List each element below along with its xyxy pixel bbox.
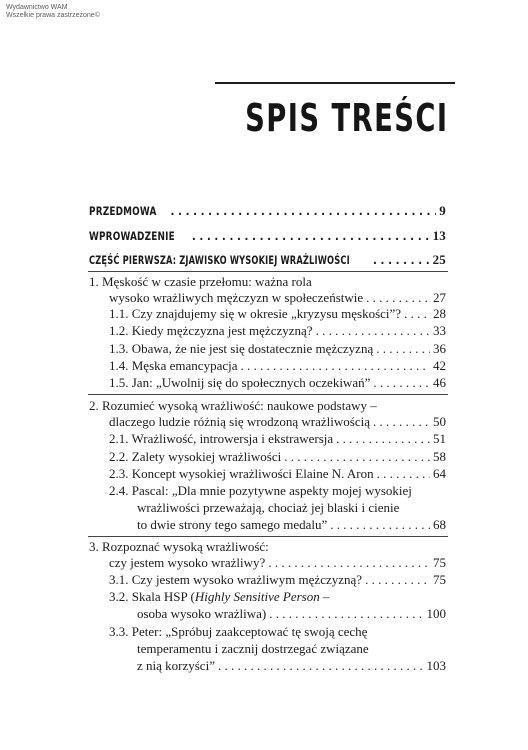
toc-page-number: 50 — [433, 414, 446, 429]
toc-page-number: 64 — [433, 466, 446, 481]
toc-entry-label: PRZEDMOWA — [89, 204, 157, 218]
toc-entry-label: to dwie strony tego samego medalu” — [137, 517, 328, 532]
separator — [88, 271, 448, 272]
toc-page-number: 28 — [433, 306, 446, 321]
dot-leader — [366, 290, 430, 306]
toc-section-3-2-line-1[interactable] — [109, 589, 330, 605]
toc-entry-label: z nią korzyści” — [137, 658, 215, 673]
toc-entry-label: 2.1. Wrażliwość, introwersja i ekstrawersja — [109, 431, 334, 446]
separator — [88, 536, 448, 537]
dot-leader — [241, 358, 430, 374]
toc-section-1-3[interactable] — [109, 341, 446, 357]
toc-section-3-3-line-2[interactable]: temperamentu i zacznij dostrzegać związane — [137, 641, 369, 656]
toc-entry-label: – — [319, 589, 330, 604]
toc-page-number: 68 — [433, 517, 446, 532]
toc-page-number: 51 — [433, 431, 446, 446]
dot-leader — [373, 252, 430, 268]
dot-leader — [330, 517, 430, 533]
toc-chapter-1-title[interactable]: 1. Męskość w czasie przełomu: ważna rola — [89, 274, 312, 289]
toc-page-number: 13 — [432, 228, 446, 243]
toc-chapter-2-title[interactable]: 2. Rozumieć wysoką wrażliwość: naukowe podstawy – — [89, 398, 377, 413]
toc-section-2-4-line-2[interactable]: wrażliwości przeważają, chociaż jej blaski i cienie — [137, 500, 400, 515]
toc-section-2-2[interactable] — [109, 449, 446, 465]
dot-leader — [218, 658, 424, 674]
toc-entry-foreword[interactable] — [89, 203, 446, 219]
toc-page-number: 25 — [432, 252, 446, 267]
toc-page-number: 58 — [433, 449, 446, 464]
toc-entry-label: WPROWADZENIE — [89, 229, 175, 243]
toc-page-number: 42 — [433, 358, 446, 373]
toc-section-1-1[interactable] — [109, 306, 446, 322]
dot-leader — [336, 431, 430, 447]
toc-chapter-3[interactable] — [109, 555, 446, 571]
toc-section-1-2[interactable] — [109, 323, 446, 339]
publisher-notice — [6, 4, 100, 20]
toc-entry-label: 1.3. Obawa, że nie jest się dostatecznie mężczyzną — [109, 341, 374, 356]
toc-entry-label: osoba wysoko wrażliwa) — [137, 606, 267, 621]
copyright-notice: Wszelkie prawa zastrzeżone© — [6, 12, 100, 19]
toc-section-3-1[interactable] — [109, 572, 446, 588]
dot-leader — [373, 375, 430, 391]
toc-page-number: 27 — [433, 290, 446, 305]
toc-section-3-3-line-1[interactable]: 3.3. Peter: „Spróbuj zaakceptować tę swoją cechę — [109, 624, 368, 639]
dot-leader — [373, 414, 430, 430]
toc-entry-part-one[interactable] — [89, 252, 446, 268]
toc-entry-label-italic: Highly Sensitive Person — [194, 589, 320, 604]
toc-section-3-2[interactable] — [137, 606, 446, 622]
toc-page-number: 9 — [439, 203, 446, 218]
toc-page-number: 75 — [433, 572, 446, 587]
toc-entry-label: 2.3. Koncept wysokiej wrażliwości Elaine N. Aron — [109, 466, 374, 481]
toc-section-1-4[interactable] — [109, 358, 446, 374]
dot-leader — [268, 555, 430, 571]
toc-page-number: 36 — [433, 341, 446, 356]
toc-page-number: 75 — [433, 555, 446, 570]
publisher-name: Wydawnictwo WAM — [6, 4, 68, 11]
toc-section-2-4-line-1[interactable]: 2.4. Pascal: „Dla mnie pozytywne aspekty mojej wysokiej — [109, 483, 412, 498]
toc-page-number: 100 — [426, 606, 446, 621]
dot-leader — [376, 341, 430, 357]
dot-leader — [284, 449, 430, 465]
toc-chapter-2[interactable] — [109, 414, 446, 430]
toc-entry-label: 3.1. Czy jestem wysoko wrażliwym mężczyzną? — [109, 572, 363, 587]
page-title: SPIS TREŚCI — [244, 96, 448, 140]
toc-entry-label: CZĘŚĆ PIERWSZA: ZJAWISKO WYSOKIEJ WRAŻLIWOŚCI — [89, 253, 350, 267]
title-rule — [215, 82, 455, 84]
toc-entry-label: czy jestem wysoko wrażliwy? — [109, 555, 266, 570]
toc-section-3-3[interactable] — [137, 658, 446, 674]
toc-entry-label: 1.4. Męska emancypacja — [109, 358, 238, 373]
toc-section-2-1[interactable] — [109, 431, 446, 447]
toc-section-1-5[interactable] — [109, 375, 446, 391]
toc-section-2-4[interactable] — [137, 517, 446, 533]
dot-leader — [192, 228, 430, 244]
toc-chapter-3-title[interactable]: 3. Rozpoznać wysoką wrażliwość: — [89, 539, 269, 554]
toc-entry-label: 3.2. Skala HSP ( — [109, 589, 195, 604]
toc-section-2-3[interactable] — [109, 466, 446, 482]
dot-leader — [171, 203, 437, 219]
toc-page-number: 46 — [433, 375, 446, 390]
toc-entry-label: 1.2. Kiedy mężczyzna jest mężczyzną? — [109, 323, 313, 338]
toc-entry-label: dlaczego ludzie różnią się wrodzoną wrażliwością — [109, 414, 370, 429]
toc-page-number: 103 — [426, 658, 446, 673]
dot-leader — [404, 306, 430, 322]
toc-entry-label: 1.5. Jan: „Uwolnij się do społecznych oczekiwań” — [109, 375, 371, 390]
toc-page-number: 33 — [433, 323, 446, 338]
dot-leader — [377, 466, 430, 482]
dot-leader — [316, 323, 430, 339]
separator — [88, 394, 448, 395]
toc-chapter-1[interactable] — [109, 290, 446, 306]
toc-entry-label: 2.2. Zalety wysokiej wrażliwości — [109, 449, 282, 464]
dot-leader — [365, 572, 430, 588]
dot-leader — [269, 606, 423, 622]
toc-entry-label: 1.1. Czy znajdujemy się w okresie „kryzysu męskości”? — [109, 306, 402, 321]
toc-entry-label: wysoko wrażliwych mężczyzn w społeczeństwie — [109, 290, 364, 305]
toc-entry-intro[interactable] — [89, 228, 446, 244]
